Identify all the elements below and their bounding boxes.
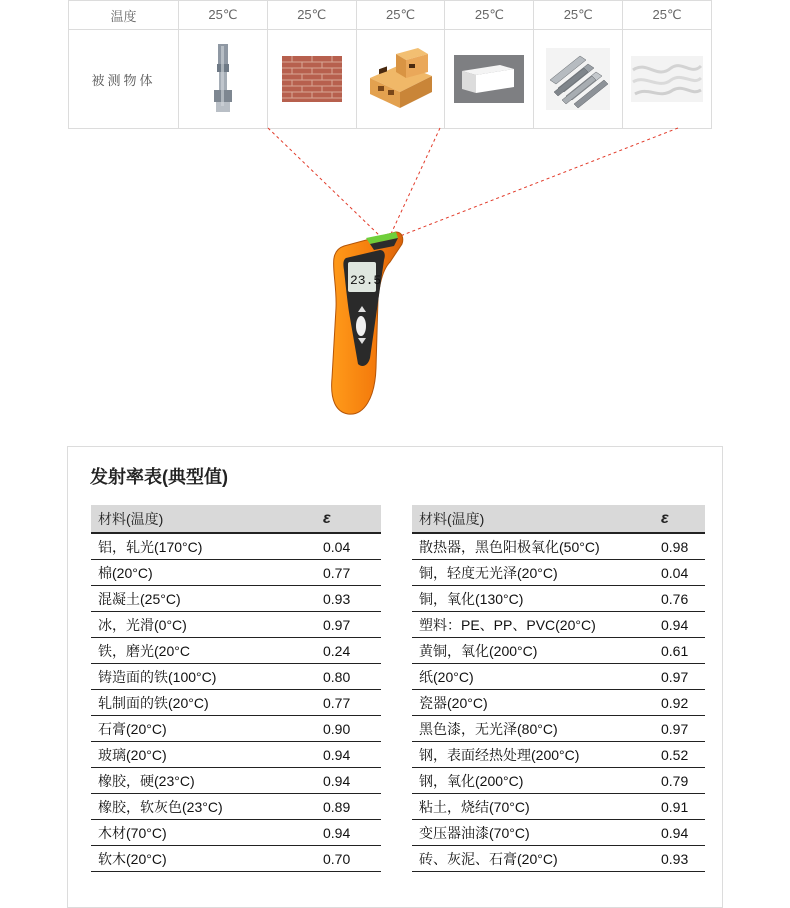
thermometer-display: 23.5: [350, 273, 382, 288]
material-cell: 砖、灰泥、石膏(20°C): [412, 846, 661, 872]
material-cell: 变压器油漆(70°C): [412, 820, 661, 846]
material-cell: 软木(20°C): [91, 846, 323, 872]
value-cell: 0.52: [661, 742, 705, 768]
column-header-material: 材料(温度): [412, 505, 661, 533]
material-cell: 钢，表面经热处理(200°C): [412, 742, 661, 768]
material-cell: 木材(70°C): [91, 820, 323, 846]
table-row: [412, 533, 705, 560]
value-cell: 0.98: [661, 533, 705, 560]
table-row: [91, 612, 381, 638]
material-cell: 玻璃(20°C): [91, 742, 323, 768]
laser-line: [268, 128, 380, 236]
value-cell: 0.90: [323, 716, 381, 742]
value-cell: 0.94: [323, 820, 381, 846]
material-cell: 铸造面的铁(100°C): [91, 664, 323, 690]
value-cell: 0.70: [323, 846, 381, 872]
value-cell: 0.80: [323, 664, 381, 690]
laser-line: [390, 128, 440, 236]
temperature-cell: 25℃: [179, 1, 268, 30]
emissivity-table-left: [91, 505, 381, 872]
value-cell: 0.94: [323, 742, 381, 768]
material-cell: 塑料：PE、PP、PVC(20°C): [412, 612, 661, 638]
table-row: [91, 820, 381, 846]
material-cell: 铜，氧化(130°C): [412, 586, 661, 612]
temperature-cell: 25℃: [623, 1, 712, 30]
value-cell: 0.76: [661, 586, 705, 612]
temperature-cell: 25℃: [534, 1, 623, 30]
material-cell: 混凝土(25°C): [91, 586, 323, 612]
material-cell: 铁，磨光(20°C: [91, 638, 323, 664]
value-cell: 0.79: [661, 768, 705, 794]
temperature-cell: 25℃: [356, 1, 445, 30]
table-row: [412, 612, 705, 638]
table-row: [91, 846, 381, 872]
table-row: [412, 638, 705, 664]
material-cell: 铝，轧光(170°C): [91, 533, 323, 560]
value-cell: 0.94: [661, 820, 705, 846]
value-cell: 0.91: [661, 794, 705, 820]
table-row: [412, 586, 705, 612]
table-row: [91, 794, 381, 820]
value-cell: 0.97: [661, 716, 705, 742]
table-row: [412, 768, 705, 794]
material-cell: 轧制面的铁(20°C): [91, 690, 323, 716]
table-row: [91, 533, 381, 560]
value-cell: 0.24: [323, 638, 381, 664]
value-cell: 0.89: [323, 794, 381, 820]
value-cell: 0.97: [323, 612, 381, 638]
value-cell: 0.61: [661, 638, 705, 664]
temperature-cell: 25℃: [267, 1, 356, 30]
material-cell: 橡胶，软灰色(23°C): [91, 794, 323, 820]
material-cell: 瓷器(20°C): [412, 690, 661, 716]
column-header-epsilon: ε: [323, 505, 381, 533]
table-row: [91, 638, 381, 664]
value-cell: 0.97: [661, 664, 705, 690]
table-row: [91, 560, 381, 586]
value-cell: 0.92: [661, 690, 705, 716]
value-cell: 0.77: [323, 690, 381, 716]
emissivity-panel: [67, 446, 723, 908]
column-header-material: 材料(温度): [91, 505, 323, 533]
table-row: [412, 820, 705, 846]
table-row: [91, 586, 381, 612]
value-cell: 0.77: [323, 560, 381, 586]
object-header: 被测物体: [69, 30, 179, 129]
material-cell: 棉(20°C): [91, 560, 323, 586]
value-cell: 0.94: [323, 768, 381, 794]
value-cell: 0.93: [323, 586, 381, 612]
material-cell: 黄铜，氧化(200°C): [412, 638, 661, 664]
laser-line: [395, 128, 678, 238]
table-row: [91, 742, 381, 768]
material-cell: 石膏(20°C): [91, 716, 323, 742]
table-row: [91, 716, 381, 742]
material-cell: 铜，轻度无光泽(20°C): [412, 560, 661, 586]
emissivity-table-right: [412, 505, 705, 872]
table-row: [412, 560, 705, 586]
column-header-epsilon: ε: [661, 505, 705, 533]
material-cell: 粘土，烧结(70°C): [412, 794, 661, 820]
value-cell: 0.93: [661, 846, 705, 872]
table-row: [412, 664, 705, 690]
material-cell: 散热器，黑色阳极氧化(50°C): [412, 533, 661, 560]
table-row: [412, 794, 705, 820]
material-cell: 冰，光滑(0°C): [91, 612, 323, 638]
material-cell: 黑色漆，无光泽(80°C): [412, 716, 661, 742]
value-cell: 0.04: [661, 560, 705, 586]
temperature-header: 温度: [69, 1, 179, 30]
table-row: [91, 664, 381, 690]
material-cell: 橡胶，硬(23°C): [91, 768, 323, 794]
table-row: [412, 716, 705, 742]
value-cell: 0.04: [323, 533, 381, 560]
table-row: [91, 690, 381, 716]
emissivity-title: 发射率表(典型值): [90, 467, 228, 487]
table-row: [91, 768, 381, 794]
table-row: [412, 846, 705, 872]
infrared-thermometer: [318, 228, 408, 418]
temperature-cell: 25℃: [445, 1, 534, 30]
value-cell: 0.94: [661, 612, 705, 638]
material-cell: 纸(20°C): [412, 664, 661, 690]
material-cell: 钢，氧化(200°C): [412, 768, 661, 794]
table-row: [412, 690, 705, 716]
table-row: [412, 742, 705, 768]
